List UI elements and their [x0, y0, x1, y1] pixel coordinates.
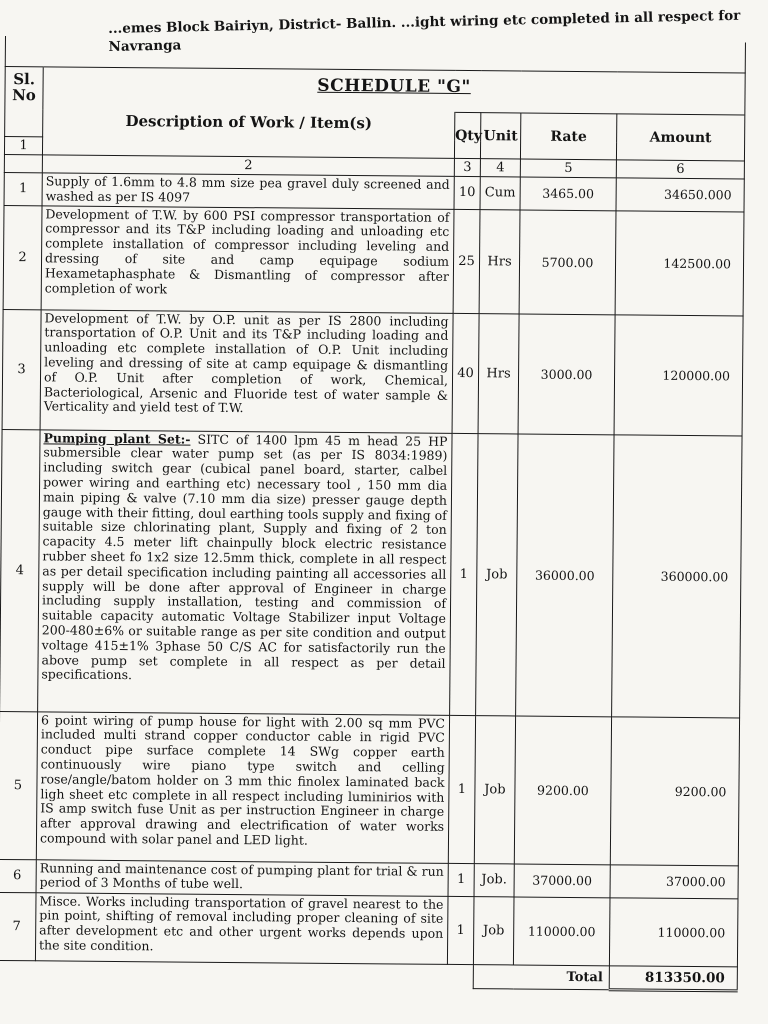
row-amount: 120000.00	[614, 314, 743, 435]
schedule-title: SCHEDULE "G"	[317, 75, 471, 98]
table-row	[0, 892, 738, 966]
col-number-blank	[4, 154, 42, 172]
row-unit: Cum	[480, 177, 520, 210]
row-sl: 7	[0, 892, 36, 960]
schedule-table	[0, 36, 746, 992]
row-description: Misce. Works including transportation of gravel nearest to the pin point, shifting of removal including proper cleaning of site after development etc and other urgent works depends upon the site condition.	[35, 892, 448, 964]
row-description: Development of T.W. by O.P. unit as per IS 2800 including transportation of O.P. Unit and its T&P including loading and unloading etc complete installation of O.P. Unit including leveling and dressing of site at camp equipage & dismantling of O.P. Unit after completion of work, Chemical, Bacteriological, Arsenic and Fluoride test of water sample & Verticality and yield test of T.W.	[40, 309, 453, 433]
row-unit: Job.	[474, 863, 514, 896]
row-rate: 5700.00	[519, 210, 616, 315]
row-amount: 142500.00	[615, 210, 744, 315]
row-rate: 36000.00	[516, 434, 614, 717]
row-qty: 1	[448, 863, 474, 896]
total-label: Total	[473, 964, 609, 989]
row-description: Supply of 1.6mm to 4.8 mm size pea gravel duly screened and washed as per IS 4097	[42, 173, 454, 209]
total-row	[0, 960, 737, 990]
table-row	[3, 205, 744, 315]
row-sl: 2	[3, 205, 42, 309]
row-rate: 9200.00	[514, 716, 611, 865]
row-amount: 360000.00	[612, 434, 742, 717]
row-description: 6 point wiring of pump house for light with 2.00 sq mm PVC included multi strand copper conductor cable in rigid PVC conduct pipe surface complete 14 SWg copper earth continuously wire piano type switch and celling rose/angle/batom holder on 3 mm thic finolex laminated back ligh sheet etc complete in all respect including luminirios with IS amp switch fuse Unit as per instruction Engineer in charge after approval drawing and electrification of water works compound with solar panel and LED light.	[36, 711, 449, 863]
row-unit: Hrs	[478, 313, 519, 433]
row-amount: 34650.000	[616, 178, 744, 212]
col-header-qty: Qty	[454, 112, 480, 158]
row-unit: Job	[474, 715, 515, 863]
col-header-amount: Amount	[616, 114, 744, 161]
row-qty: 1	[450, 433, 478, 715]
row-sl: 1	[4, 172, 42, 205]
row-description: Development of T.W. by 600 PSI compressor transportation of compressor and its T&P including loading and unloading etc complete installation of compressor including leveling and dressing of site and camp equipage sodium Hexametaphasphate & Dismantling of compressor after completion of work	[41, 205, 454, 313]
row-unit: Job	[473, 896, 514, 964]
row-amount: 37000.00	[610, 864, 738, 898]
col-number-1: 1	[4, 137, 42, 155]
col-number-4: 4	[480, 159, 520, 177]
row-unit: Hrs	[479, 209, 520, 313]
col-number-2: 2	[42, 155, 454, 177]
schedule-sheet	[0, 36, 758, 992]
row-rate: 3000.00	[518, 314, 615, 435]
row-qty: 1	[447, 896, 474, 964]
col-header-sl: Sl. No	[5, 67, 44, 137]
schedule-title-cell	[43, 67, 745, 115]
table-row	[0, 429, 742, 717]
row-sl: 5	[0, 711, 38, 859]
row-sl: 3	[2, 309, 41, 429]
row-amount: 110000.00	[609, 897, 738, 966]
table-row	[2, 309, 743, 435]
total-value: 813350.00	[609, 965, 737, 990]
col-header-rate: Rate	[520, 113, 616, 160]
table-row	[0, 711, 740, 865]
row-description: Pumping plant Set:- SITC of 1400 lpm 45 m head 25 HP submersible clear water pump set (as per IS 8034:1989) including switch gear (cubical panel board, starter, calbel power wiring and earthing etc) necessary tool , 150 mm dia main piping & valve (7.10 mm dia size) presser gauge depth gauge with their fitting, doul earthing tools supply and fixing of suitable size chlorinating plant, Supply and fixing of 2 ton capacity 4.5 meter lift chainpully block electric resistance rubber sheet fo 1x2 size 12.5mm thick, complete in all respect as per detail specification including painting all accessories all supply will be done after approval of Engineer in charge including supply installation, testing and commission of suitable capacity automatic Voltage Stabilizer input Voltage 200-480±6% or suitable range as per site condition and output voltage 415±1% 3phase 50 C/S AC for satisfactorily run the above pump set complete in all respect as per detail specifications.	[38, 429, 452, 715]
row-qty: 40	[452, 313, 479, 433]
row-rate: 3465.00	[520, 177, 616, 210]
row-amount: 9200.00	[610, 716, 739, 865]
col-header-unit: Unit	[480, 113, 520, 159]
row-sl: 6	[0, 859, 36, 892]
row-qty: 1	[448, 715, 475, 863]
row-description: Running and maintenance cost of pumping plant for trial & run period of 3 Months of tube well.	[36, 859, 448, 896]
col-number-6: 6	[616, 160, 744, 179]
col-number-5: 5	[520, 159, 616, 178]
row-qty: 25	[453, 209, 480, 313]
row-unit: Job	[476, 433, 518, 715]
col-header-description: Description of Work / Item(s)	[43, 109, 455, 141]
row-sl: 4	[0, 429, 40, 711]
header-text: ...emes Block Bairiyn, District- Ballin. ...ight wiring etc completed in all respect for Navranga	[108, 7, 741, 55]
col-number-3: 3	[454, 158, 480, 176]
row-qty: 10	[454, 176, 480, 209]
row-rate: 110000.00	[513, 897, 610, 966]
row-rate: 37000.00	[514, 864, 610, 898]
